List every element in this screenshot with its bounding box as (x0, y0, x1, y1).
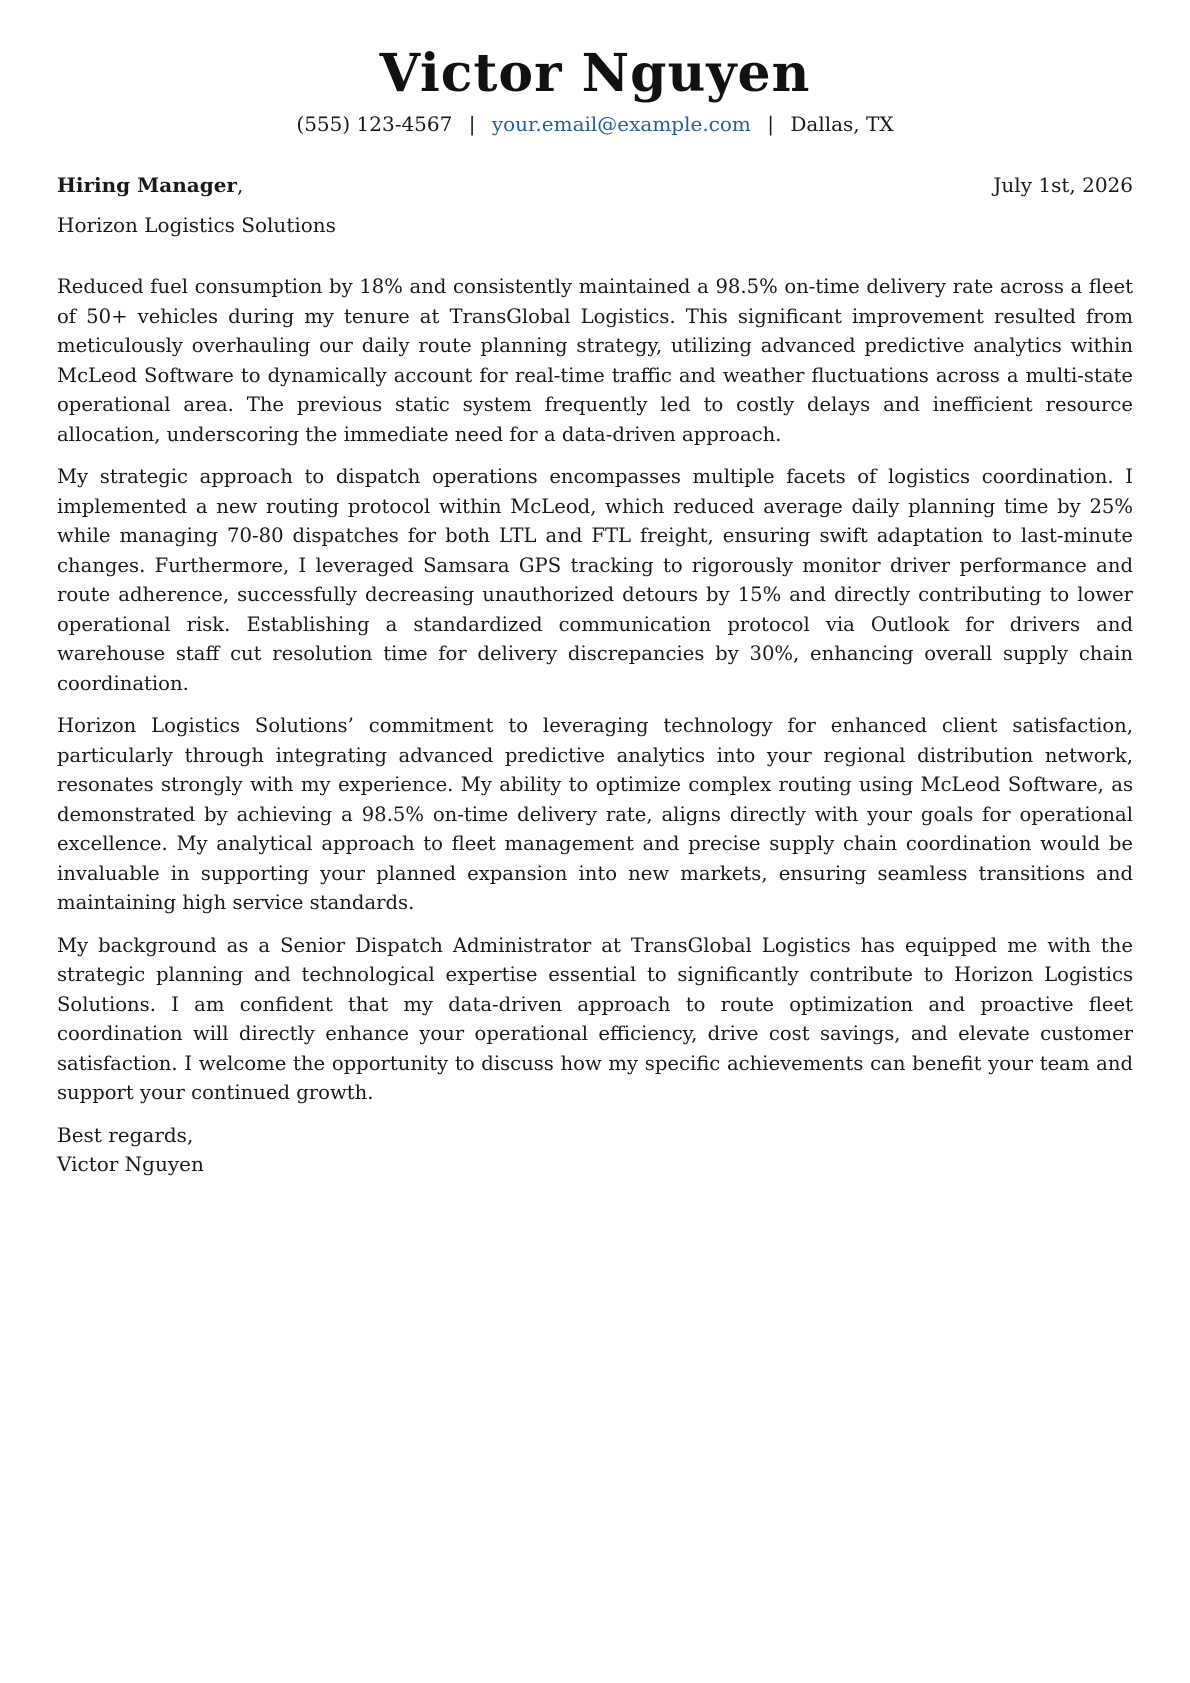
letter-header (57, 0, 1133, 138)
applicant-name: Victor Nguyen (379, 43, 811, 104)
body-paragraph: My strategic approach to dispatch operations encompasses multiple facets of logistics coordination. I implemented a new routing protocol within McLeod, which reduced average daily planning time by 25% while managing 70-80 dispatches for both LTL and FTL freight, ensuring swift adaptation to last-minute changes. Furthermore, I leveraged Samsara GPS tracking to rigorously monitor driver performance and route adherence, successfully decreasing unauthorized detours by 15% and directly contributing to lower operational risk. Establishing a standardized communication protocol via Outlook for drivers and warehouse staff cut resolution time for delivery discrepancies by 30%, enhancing overall supply chain coordination. (57, 465, 1133, 695)
contact-separator: | (468, 112, 476, 136)
letter-closing (57, 1121, 1133, 1180)
body-paragraph: Reduced fuel consumption by 18% and consistently maintained a 98.5% on-time delivery rate across a fleet of 50+ vehicles during my tenure at TransGlobal Logistics. This significant improvement resulted from meticulously overhauling our daily route planning strategy, utilizing advanced predictive analytics within McLeod Software to dynamically account for real-time traffic and weather fluctuations across a multi-state operational area. The previous static system frequently led to costly delays and inefficient resource allocation, underscoring the immediate need for a data-driven approach. (57, 275, 1133, 446)
recipient-comma: , (236, 173, 244, 197)
location: Dallas, TX (790, 112, 894, 136)
recipient-company: Horizon Logistics Solutions (57, 213, 336, 237)
letter-date: July 1st, 2026 (993, 173, 1133, 197)
phone-number: (555) 123-4567 (296, 112, 453, 136)
recipient-title: Hiring Manager (57, 173, 237, 197)
contact-separator: | (767, 112, 774, 136)
body-paragraph: My background as a Senior Dispatch Administrator at TransGlobal Logistics has equipped me with the strategic planning and technological expertise essential to significantly contribute to Horizon Logistics Solutions. I am confident that my data-driven approach to route optimization and proactive fleet coordination will directly enhance your operational efficiency, drive cost savings, and elevate customer satisfaction. I welcome the opportunity to discuss how my specific achievements can benefit your team and support your continued growth. (57, 933, 1133, 1104)
body-paragraph: Horizon Logistics Solutions’ commitment to leveraging technology for enhanced client satisfaction, particularly through integrating advanced predictive analytics into your regional distribution network, resonates strongly with my experience. My ability to optimize complex routing using McLeod Software, as demonstrated by achieving a 98.5% on-time delivery rate, aligns directly with your goals for operational excellence. My analytical approach to fleet management and precise supply chain coordination would be invaluable in supporting your planned expansion into new markets, ensuring seamless transitions and maintaining high service standards. (57, 714, 1133, 914)
contact-line (57, 110, 1133, 138)
closing-salutation: Best regards, (57, 1122, 194, 1147)
email-link[interactable]: your.email@example.com (491, 112, 751, 136)
signature-name: Victor Nguyen (57, 1152, 204, 1176)
letter-body (57, 272, 1133, 1108)
recipient-name (57, 172, 243, 198)
recipient-row (57, 172, 1133, 198)
